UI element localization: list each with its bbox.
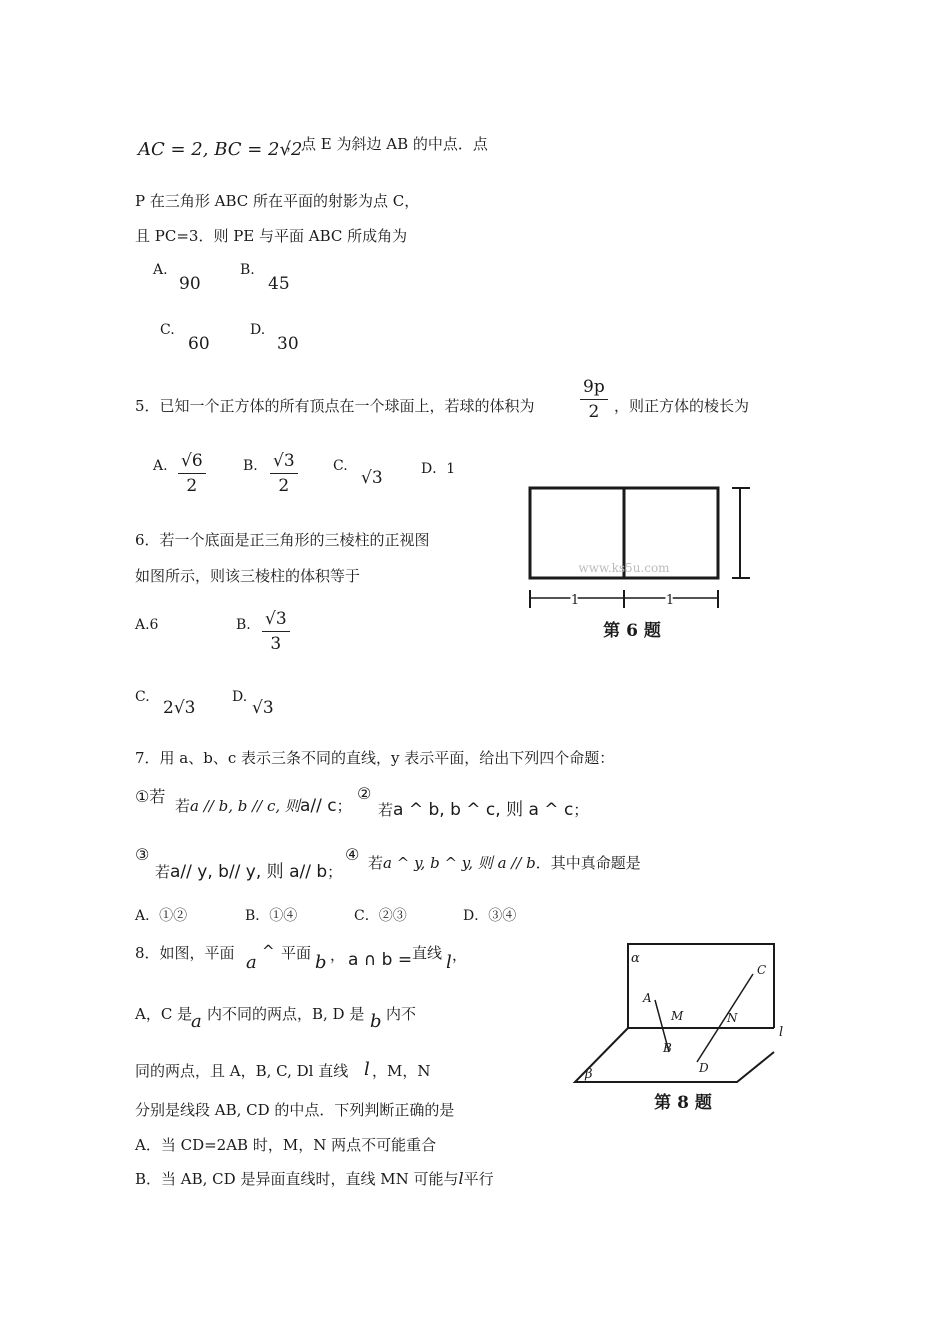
q7-proposition-3-mark-wrap bbox=[135, 845, 149, 864]
q5-option-b-fraction bbox=[270, 452, 298, 495]
q4-math-ac-bc: AC = 2, BC = 2√2 bbox=[138, 139, 303, 160]
q7-stem: 7．用 a、b、c 表示三条不同的直线，y 表示平面，给出下列四个命题： bbox=[135, 749, 615, 767]
q8-figure-B: B bbox=[663, 1041, 672, 1055]
q8-comma2: ， bbox=[452, 946, 468, 964]
q7-p4-math: a ^ y, b ^ y, 则 a // b bbox=[383, 854, 536, 872]
q7-p4-ruo: 若 bbox=[368, 854, 384, 872]
q6-figure-caption: 第 6 题 bbox=[603, 621, 661, 641]
q7-p1-ruo: 若 bbox=[175, 797, 191, 815]
q8-line2-beta: b bbox=[370, 1011, 382, 1032]
q5-option-c-label: C. bbox=[333, 458, 348, 474]
q6-option-b-denominator: 3 bbox=[270, 633, 282, 654]
q8-line3-l: l bbox=[364, 1059, 370, 1080]
q7-p3-mark: ③ bbox=[135, 845, 150, 864]
q8-stem-number: 8．如图，平面 bbox=[135, 944, 235, 962]
q7-p1-math: a // b, b // c, 则 bbox=[190, 797, 300, 815]
q8-option-b-l: l bbox=[458, 1169, 464, 1188]
q4-option-d-value: 30 bbox=[277, 334, 299, 354]
q7-proposition-1-body bbox=[175, 795, 352, 816]
q4-line2: P 在三角形 ABC 所在平面的射影为点 C， bbox=[135, 192, 420, 210]
q8-line4: 分别是线段 AB, CD 的中点．下列判断正确的是 bbox=[135, 1101, 455, 1119]
q4-option-c-value: 60 bbox=[188, 334, 210, 354]
q4-option-a-label: A. bbox=[153, 262, 168, 278]
q7-proposition-1 bbox=[135, 784, 165, 807]
q6-figure bbox=[520, 480, 760, 650]
q8-comma: ， bbox=[330, 946, 346, 964]
q4-option-b-label: B. bbox=[240, 262, 255, 278]
q8-line2-c: 内不 bbox=[386, 1005, 417, 1023]
q4-option-a-value: 90 bbox=[179, 274, 201, 294]
q8-beta: b bbox=[315, 952, 327, 973]
q5-stem-before: 5．已知一个正方体的所有顶点在一个球面上，若球的体积为 bbox=[135, 397, 535, 415]
q8-l: l bbox=[446, 952, 452, 973]
q8-segment-cd bbox=[697, 974, 753, 1062]
q6-option-b-fraction bbox=[262, 610, 290, 653]
q8-figure-alpha: α bbox=[631, 951, 640, 966]
q7-p1-end: a// c bbox=[299, 796, 337, 816]
q8-intersection: a ∩ b = bbox=[348, 950, 413, 970]
q7-p3-math: a// y, b// y, 则 a// b bbox=[170, 862, 328, 882]
q6-option-c-label: C. bbox=[135, 689, 150, 705]
q6-figure-watermark: www.ks5u.com bbox=[578, 561, 670, 575]
q8-figure-caption: 第 8 题 bbox=[654, 1093, 712, 1113]
q5-option-b-denominator: 2 bbox=[278, 475, 290, 496]
q7-p4-end: ．其中真命题是 bbox=[535, 854, 641, 872]
q7-p2-mark: ② bbox=[357, 784, 372, 803]
q7-option-d: D．③④ bbox=[463, 908, 517, 924]
q4-text1: ，点 E 为斜边 AB 的中点．点 bbox=[286, 135, 488, 153]
q6-line1: 6．若一个底面是正三角形的三棱柱的正视图 bbox=[135, 531, 430, 549]
q8-line2-a: A，C 是 bbox=[135, 1005, 193, 1023]
q6-option-b-label: B. bbox=[236, 617, 251, 633]
q6-option-c-value: 2√3 bbox=[163, 698, 196, 718]
q8-figure-A: A bbox=[643, 991, 652, 1005]
q4-line3: 且 PC=3．则 PE 与平面 ABC 所成角为 bbox=[135, 227, 408, 245]
q6-option-d-label: D. bbox=[232, 689, 248, 705]
q4-option-d-label: D. bbox=[250, 322, 266, 338]
q8-option-a: A．当 CD=2AB 时，M，N 两点不可能重合 bbox=[135, 1136, 437, 1154]
q7-p4-mark: ④ bbox=[345, 845, 360, 864]
q8-plane-alpha bbox=[628, 944, 774, 1028]
q6-figure-dim-left: 1 bbox=[570, 593, 580, 608]
q5-option-b-numerator: √3 bbox=[270, 452, 298, 474]
q5-volume-numerator: 9p bbox=[580, 378, 608, 400]
q5-option-a-fraction bbox=[178, 452, 206, 495]
q5-option-a-numerator: √6 bbox=[178, 452, 206, 474]
q8-perp: ^ bbox=[262, 942, 275, 960]
q7-proposition-2-body bbox=[378, 795, 588, 820]
q8-line2-alpha: a bbox=[191, 1011, 202, 1032]
q8-line-word: 直线 bbox=[412, 944, 443, 962]
q6-figure-dim-right: 1 bbox=[665, 593, 675, 608]
q8-line2-b: 内不同的两点，B, D 是 bbox=[207, 1005, 365, 1023]
q8-option-b bbox=[135, 1168, 494, 1189]
q7-proposition-4-body bbox=[368, 852, 641, 873]
q6-line2: 如图所示，则该三棱柱的体积等于 bbox=[135, 567, 361, 585]
q8-figure-C: C bbox=[757, 963, 767, 977]
q5-option-a-label: A. bbox=[153, 458, 168, 474]
q8-line3: 同的两点，且 A，B, C, Dl 直线 bbox=[135, 1062, 349, 1080]
q7-p1-mark: ①若 bbox=[135, 787, 166, 806]
q8-line3-end: ，M，N bbox=[372, 1062, 431, 1080]
q8-figure bbox=[565, 940, 795, 1120]
q7-option-a: A．①② bbox=[135, 908, 188, 924]
q4-option-b-value: 45 bbox=[268, 274, 290, 294]
q6-option-b-numerator: √3 bbox=[262, 610, 290, 632]
q7-option-b: B．①④ bbox=[245, 908, 298, 924]
q8-figure-D: D bbox=[699, 1061, 709, 1075]
q7-proposition-2-mark-wrap bbox=[357, 784, 371, 803]
q8-option-b-post: 平行 bbox=[463, 1170, 494, 1188]
q7-p3-ruo: 若 bbox=[155, 863, 171, 881]
q7-p3-sep: ； bbox=[327, 863, 343, 881]
q8-option-b-pre: B．当 AB, CD 是异面直线时，直线 MN 可能与 bbox=[135, 1170, 459, 1188]
q5-option-a-denominator: 2 bbox=[186, 475, 198, 496]
q7-p2-ruo: 若 bbox=[378, 801, 394, 819]
q7-option-c: C．②③ bbox=[354, 908, 407, 924]
q7-p2-math: a ^ b, b ^ c, 则 a ^ c bbox=[393, 800, 574, 820]
q5-option-b-label: B. bbox=[243, 458, 258, 474]
q8-figure-N: N bbox=[727, 1011, 738, 1025]
q5-option-c-value: √3 bbox=[361, 468, 383, 488]
q5-stem-after: ，则正方体的棱长为 bbox=[614, 397, 750, 415]
q7-p1-sep: ； bbox=[336, 797, 352, 815]
q8-plane-beta bbox=[575, 1028, 774, 1082]
q5-option-d: D．1 bbox=[421, 461, 456, 477]
q8-plane2: 平面 bbox=[281, 944, 312, 962]
q7-p2-sep: ； bbox=[573, 801, 589, 819]
q4-option-c-label: C. bbox=[160, 322, 175, 338]
q8-alpha: a bbox=[246, 952, 257, 973]
q8-figure-M: M bbox=[671, 1009, 684, 1023]
q5-volume-denominator: 2 bbox=[588, 401, 600, 422]
q5-volume-fraction bbox=[580, 378, 608, 421]
q6-option-d-value: √3 bbox=[252, 698, 274, 718]
q8-figure-beta: β bbox=[585, 1067, 593, 1082]
q7-proposition-4-mark-wrap bbox=[345, 845, 359, 864]
q7-proposition-3-body bbox=[155, 857, 342, 882]
q6-option-a: A.6 bbox=[135, 617, 159, 633]
q8-figure-l: l bbox=[779, 1025, 784, 1040]
